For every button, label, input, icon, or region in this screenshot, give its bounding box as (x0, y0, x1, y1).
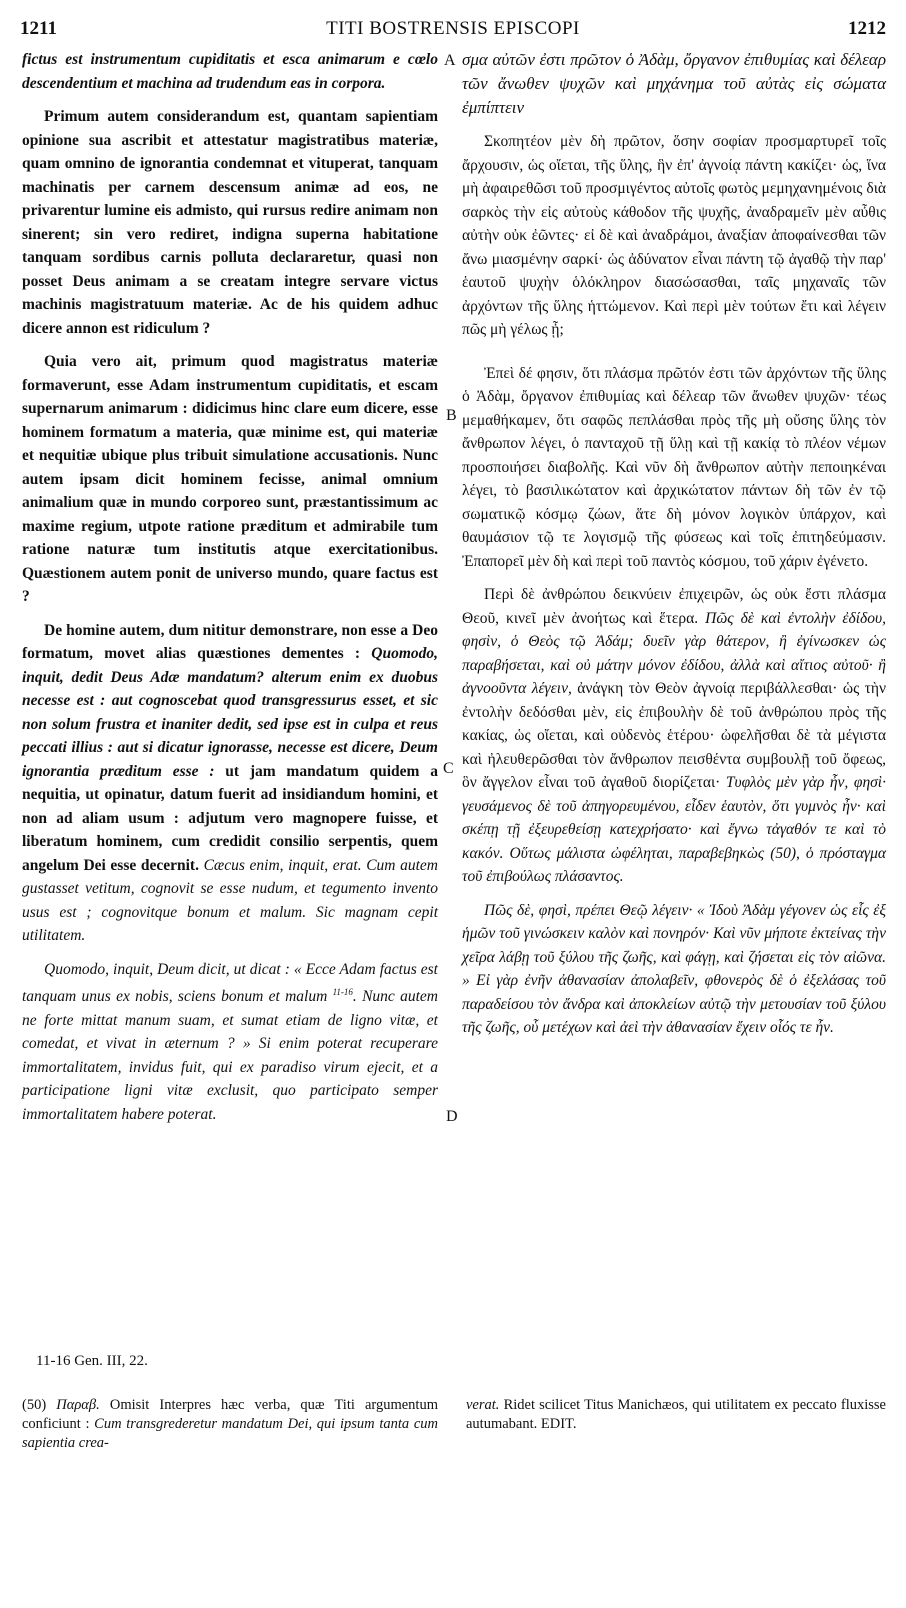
page-number-right: 1212 (848, 18, 886, 39)
footnote-text-end: Ridet scilicet Titus Manichæos, qui utilitatem ex peccato fluxisse autumabant. EDIT. (466, 1397, 886, 1432)
greek-opening: σμα αὐτῶν ἐστι πρῶτον ὁ Ἀδὰμ, ὄργανον ἐπιθυμίας καὶ δέλεαρ τῶν ἄνωθεν ψυχῶν καὶ μηχάνημα τοῦ αὐτὰς εἰς σώματα ἐμπίπτειν (462, 50, 886, 117)
running-title: TITI BOSTRENSIS EPISCOPI (326, 18, 580, 39)
margin-letter-d: D (446, 1108, 458, 1125)
latin-p4-start: Quomodo, inquit, Deum dicit, ut dicat : « Ecce Adam factus est tanquam unus ex nobis, sciens bonum et malum (22, 960, 438, 1006)
margin-letter-a: A (444, 52, 456, 69)
footnote-left (22, 1396, 438, 1453)
footnote-text: Omisit Interpres hæc verba, quæ Titi argumentum conficiunt : (22, 1397, 438, 1432)
footnote-right (466, 1396, 886, 1434)
latin-p3-start: De homine autem, dum nititur demonstrare, non esse a Deo formatum, movet alias quæstiones dementes : (22, 621, 438, 662)
greek-p3-start: Περὶ δὲ ἀνθρώπου δεικνύειν ἐπιχειρῶν, ὡς οὐκ ἔστι πλάσμα Θεοῦ, κινεῖ μὲν ἀνοήτως καὶ ἕτερα. (462, 586, 886, 627)
footnote-number: (50) (22, 1397, 57, 1413)
greek-paragraph-3 (462, 583, 886, 889)
page-header (20, 18, 886, 46)
greek-p3-quote-2: Τυφλὸς μὲν γὰρ ἦν, φησὶ· γευσάμενος δὲ τοῦ ἀπηγορευμένου, εἶδεν ἑαυτὸν, ὅτι γυμνὸς ἦν· καὶ σκέπῃ τῇ ἐξευρεθείσῃ κατεχρήσατο· καὶ ἔγνω τἀγαθόν τε καὶ τὸ κακόν. Οὕτως μάλιστα ὠφέληται, παραβεβηκὼς (50), ὁ πρόσταγμα τοῦ ἐπιβούλως πλάσαντος. (462, 774, 886, 885)
greek-column (462, 48, 886, 1608)
latin-paragraph-2: Quia vero ait, primum quod magistratus materiæ formaverunt, esse Adam instrumentum cupiditatis, et escam supernarum animarum : didicimus hinc clare eum dicere, esse hominem formatum a materia, quæ minime est, qui materiæ et nequitiæ ubique plus tribuit simulatione accusationis. Nunc autem ipsam dicit hominem fecisse, animal omnium animalium quæ in mundo corporeo sunt, præstantissimum ac maxime regium, utpote ratione præditum et admirabile tum ratione naturæ tum institutis atque exercitationibus. Quæstionem autem ponit de universo mundo, quare factus est ? (22, 353, 438, 605)
greek-paragraph-2: Ἐπεὶ δέ φησιν, ὅτι πλάσμα πρῶτόν ἐστι τῶν ἀρχόντων τῆς ὕλης ὁ Ἀδὰμ, ὄργανον ἐπιθυμίας καὶ δέλεαρ τῶν ἄνωθεν ψυχῶν· τέως μεμαθήκαμεν, ὅτι σαφῶς πεπλάσθαι πρὸς τῆς μὴ οὔσης ὕλης τὸν ἄνθρωπον λέγει, ὁ πανταχοῦ τῇ ὕλῃ καὶ τῇ κακίᾳ τὸ πλέον νέμων προσποιήσει διαβολῆς. Καὶ νῦν δὴ ἄνθρωπον αὐτὴν πεποιηκέναι λέγει, τὸ βασιλικώτατον καὶ ἀρχικώτατον πάντων δὴ τῶν ἐν τῷ σωματικῷ κόσμῳ ζώων, ἅτε δὴ μόνον λογικὸν ὑπάρχον, καὶ θαυμάσιον τῷ τε λογισμῷ τῆς φύσεως καὶ τοῖς ἐπιτηδεύμασιν. Ἐπαπορεῖ μὲν δὴ καὶ περὶ τοῦ παντὸς κόσμου, τοῦ χάριν ἐγένετο. (462, 364, 886, 570)
latin-paragraph-1: Primum autem considerandum est, quantam sapientiam opinione sua ascribit et attestatur magistratibus materiæ, quam omnino de ignorantia condemnat et vituperat, tanquam machinatis per carnem descensum animæ ad eos, ne privarentur lumine eis admisto, qui rursus redire animam non sinerent; sin vero rediret, indigna superna habitatione tanquam sordibus carnis polluta declararetur, quasi non posset Deus animam a se creatam integre servare victus machinis magistratuum materiæ. Ac de his quidem adhuc dicere annon est ridiculum ? (22, 108, 438, 337)
latin-p3-quote-2: Cæcus enim, inquit, erat. Cum autem gustasset vetitum, cognovit se esse nudum, et tegumento invento usus est ; cognovitque bonum et malum. Sic magnam cepit utilitatem. (22, 856, 438, 944)
margin-letter-b: B (446, 407, 457, 424)
margin-letter-c: C (443, 760, 454, 777)
latin-paragraph-3 (22, 619, 438, 948)
reference-note: 11-16 Gen. III, 22. (36, 1353, 148, 1369)
latin-p4-superscript: 11-16 (332, 987, 353, 997)
page-number-left: 1211 (20, 18, 57, 39)
latin-p3-quote-1: Quomodo, inquit, dedit Deus Adæ mandatum? alterum enim ex duobus necesse est : aut cognoscebat quod transgressurus esset, et sic non solum frustra et inaniter dedit, sed ipse est in culpa et reus peccati illius : aut si dicatur ignorasse, necesse est dicere, Deum ignorantia præditum esse : (22, 645, 438, 780)
footnote-quote: Cum transgrederetur mandatum Dei, qui ipsum tanta cum sapientia crea- (22, 1416, 438, 1451)
latin-paragraph-4 (22, 958, 438, 1127)
footnote-quote-end: verat. (466, 1397, 500, 1413)
latin-column (22, 48, 438, 1608)
greek-p3-mid: ἀνάγκη τὸν Θεὸν ἀγνοίᾳ περιβάλλεσθαι· ὡς τὴν ἐντολὴν δεδόσθαι μὲν, εἰς ἐπιβουλὴν δὲ τοῦ ἀνθρώπου πρὸς τῆς κακίας, ὡς οἴεται, καὶ οὐδενὸς ἑτέρου· ὠφελῆσθαι δὲ τὰ μέγιστα καὶ ἠλευθερῶσθαι τὸν ἄνθρωπον πεισθέντα συμβουλῇ τοῦ ὄφεως, ὃν ἄγγελον εἶναι τοῦ ἀγαθοῦ διορίζεται· (462, 680, 886, 791)
footnote-greek-word: Παραβ. (56, 1397, 100, 1413)
latin-p3-mid: ut jam mandatum quidem a nequitia, ut opinatur, datum fuerit ad insidiandum homini, et non ad aliam usum : adjutum vero magnopere fuisse, et liberatum hominem, cum credidit consilio serpentis, quem angelum Dei esse decernit. (22, 762, 438, 874)
greek-paragraph-1: Σκοπητέον μὲν δὴ πρῶτον, ὅσην σοφίαν προσμαρτυρεῖ τοῖς ἄρχουσιν, ὡς οἴεται, τῆς ὕλης, ἣν ἐπ' ἀγνοίᾳ πάντη κακίζει· ὡς, ἵνα μὴ ἀφαιρεθῶσι τοῦ προσμιγέντος αὐτοῖς φωτὸς μεμηχανημένοις διὰ σαρκὸς τὴν εἰς αὐτοὺς κάθοδον τῆς ψυχῆς, ἀναδραμεῖν μὲν αὖθις αὐτὴν οὐκ ἐῶντες· εἰ δὲ καὶ ἀναδράμοι, ἀναξίαν ἀποφαίνεσθαι τῶν ἄνω μιασμένην σαρκί· ὡς ἀδύνατον εἶναι πάντη τῷ ἀγαθῷ τὴν παρ' ἑαυτοῦ ψυχὴν ὁλόκληρον διασώσασθαι, ταῖς μηχαναῖς τῶν ἀρχόντων τῆς ὕλης ἡττώμενον. Καὶ περὶ μὲν τούτων ἔτι καὶ λέγειν πῶς μὴ γέλως ᾖ; (462, 133, 886, 338)
latin-opening: fictus est instrumentum cupiditatis et esca animarum e cœlo descendentium et machina ad trudendum eas in corpora. (22, 51, 438, 92)
greek-p3-quote-1: Πῶς δὲ καὶ ἐντολὴν ἐδίδου, φησὶν, ὁ Θεὸς τῷ Ἀδάμ; δυεῖν γὰρ θάτερον, ἢ ἐγίνωσκεν ὡς παραβήσεται, καὶ οὐ μάτην μόνον ἐδίδου, ἀλλὰ καὶ αἴτιος αὐτοῦ· ἢ ἀγνοοῦντα λέγειν, (462, 609, 886, 697)
greek-paragraph-4: Πῶς δὲ, φησὶ, πρέπει Θεῷ λέγειν· « Ἰδοὺ Ἀδὰμ γέγονεν ὡς εἷς ἐξ ἡμῶν τοῦ γινώσκειν καλὸν καὶ πονηρόν· Καὶ νῦν μήποτε ἐκτείνας τὴν χεῖρα λάβῃ τοῦ ξύλου τῆς ζωῆς, καὶ φάγῃ, καὶ ζήσεται εἰς τὸν αἰῶνα. » Εἰ γὰρ ἐνῆν ἀθανασίαν ἀπολαβεῖν, φθονερὸς δὲ ὁ ἐξελάσας τοῦ παραδείσου τὸν ἄνδρα καὶ ἀποκλείων αὐτῷ τὴν μετουσίαν τοῦ ξύλου τῆς ζωῆς, οὗ μετέχων καὶ ἀεὶ τὴν ἀθανασίαν ἔχειν οἷός τε ἦν. (462, 901, 886, 1036)
latin-p4-end: . Nunc autem ne forte mittat manum suam, et sumat etiam de ligno vitæ, et comedat, et vivat in æternum ? » Si enim poterat recuperare immortalitatem, invidus fuit, qui ex paradiso virum ejecit, et a participatione ligni vitæ exclusit, quo participato semper immortalitatem habere poterat. (22, 988, 438, 1123)
